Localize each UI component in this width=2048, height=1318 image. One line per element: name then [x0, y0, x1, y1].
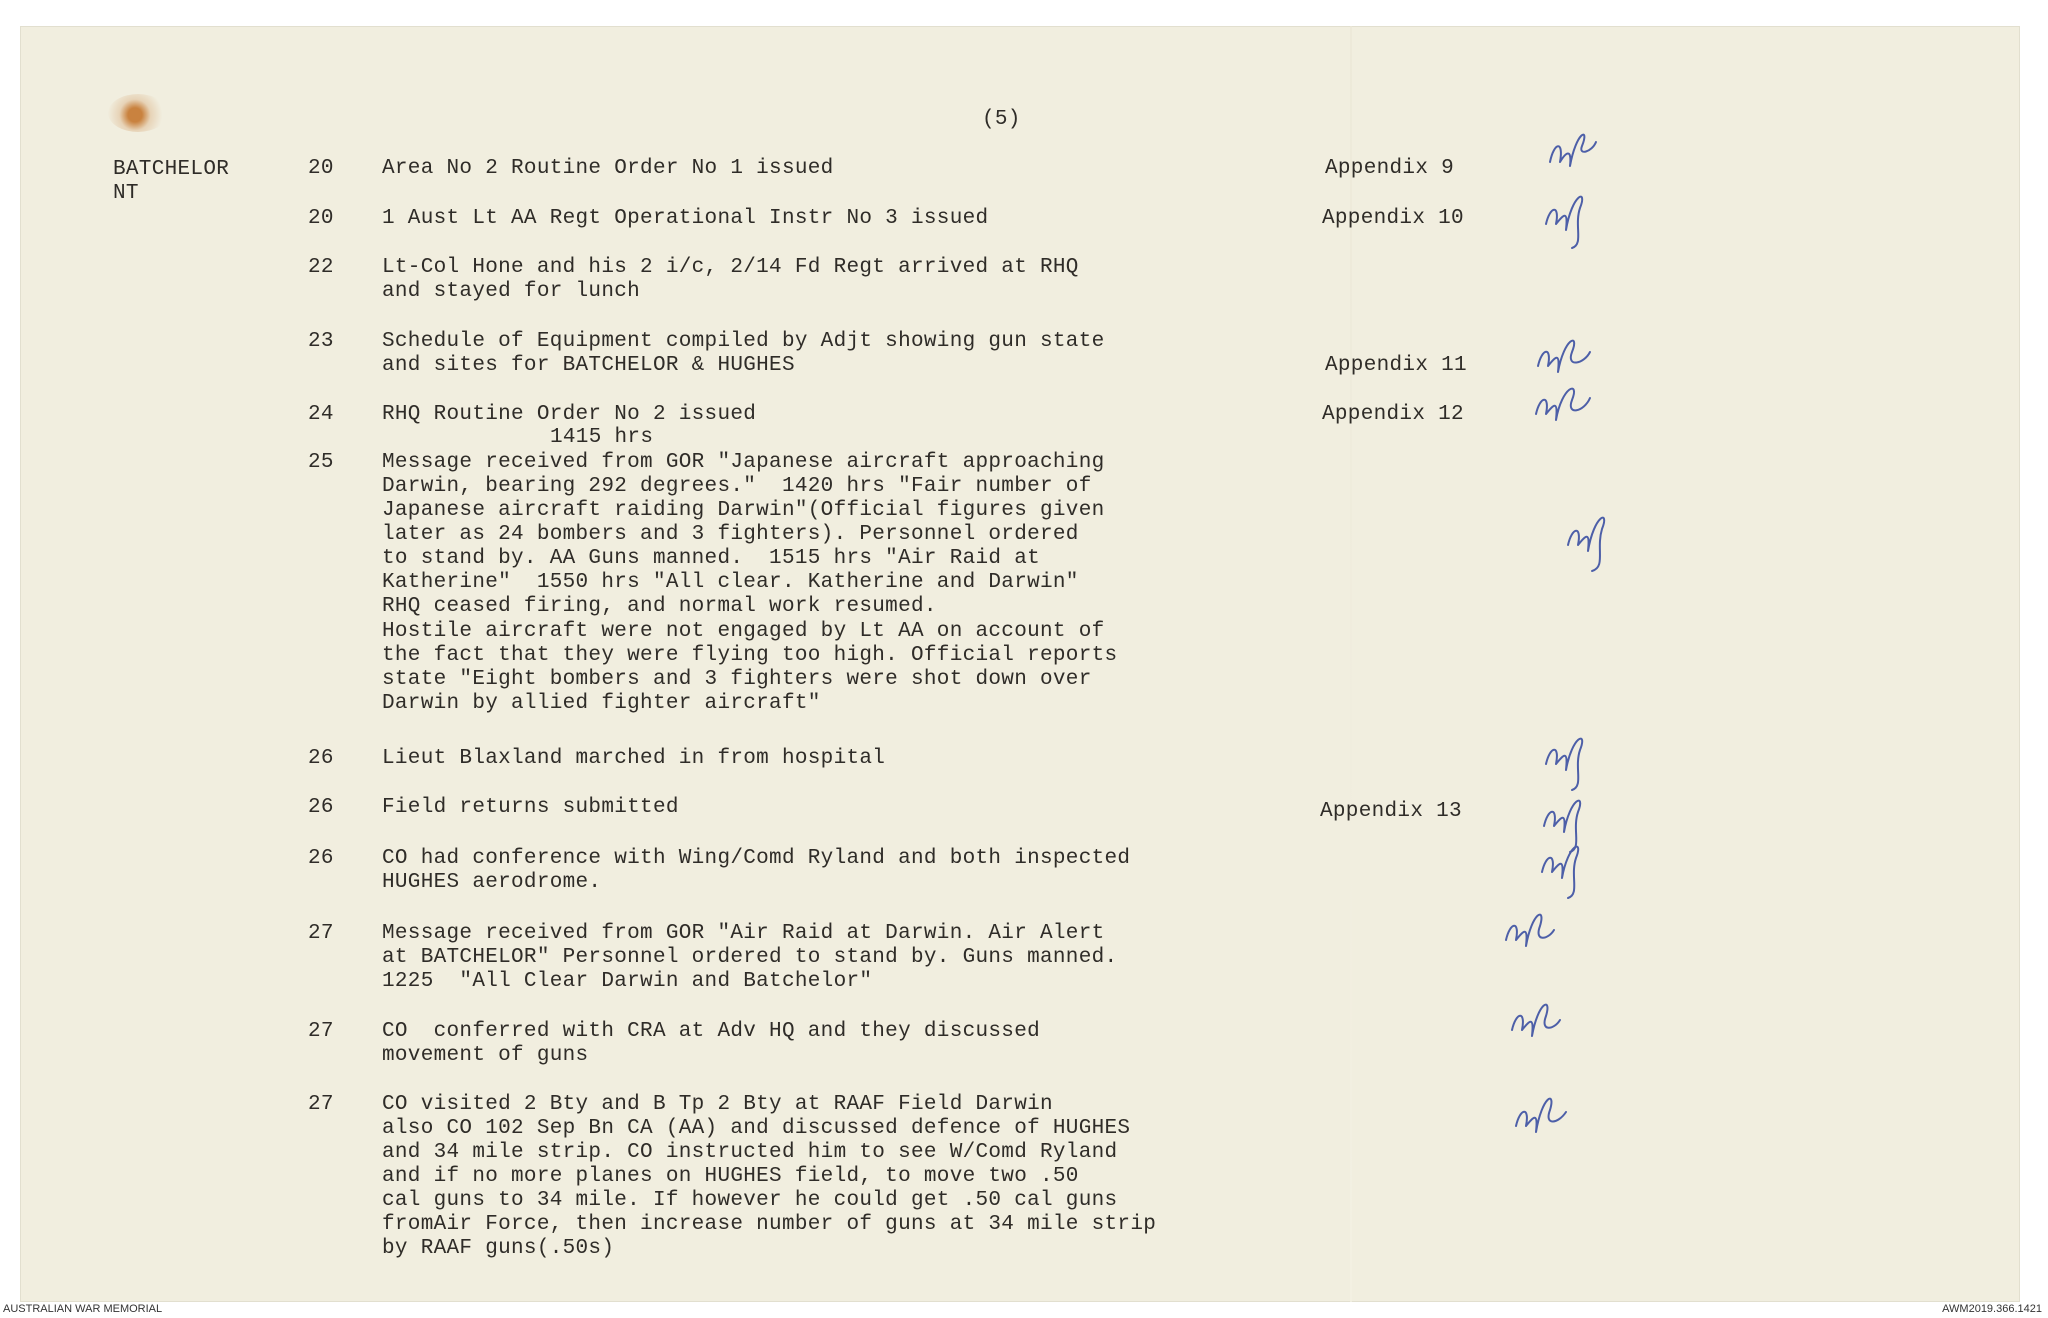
footer-accession: AWM2019.366.1421: [1942, 1303, 2042, 1315]
entry-day: 24: [308, 403, 334, 426]
place-line-1: BATCHELOR: [113, 158, 230, 181]
handwritten-initials: [1538, 728, 1608, 788]
entry-day: 25: [308, 451, 334, 474]
entry-day: 26: [308, 847, 334, 870]
entry-text: movement of guns: [382, 1044, 589, 1067]
entry-day: 27: [308, 1020, 334, 1043]
entry-text: also CO 102 Sep Bn CA (AA) and discussed defence of HUGHES: [382, 1117, 1131, 1140]
entry-text: RHQ Routine Order No 2 issued: [382, 403, 757, 426]
entry-text: Darwin, bearing 292 degrees." 1420 hrs "Fair number of: [382, 475, 1092, 498]
entry-text: Darwin by allied fighter aircraft": [382, 692, 821, 715]
entry-text: Lieut Blaxland marched in from hospital: [382, 747, 886, 770]
entry-text: and 34 mile strip. CO instructed him to see W/Comd Ryland: [382, 1141, 1118, 1164]
entry-text: Hostile aircraft were not engaged by Lt AA on account of: [382, 620, 1105, 643]
entry-appendix: Appendix 12: [1322, 403, 1464, 426]
entry-text: by RAAF guns(.50s): [382, 1237, 615, 1260]
entry-day: 22: [308, 256, 334, 279]
entry-text: and sites for BATCHELOR & HUGHES: [382, 354, 795, 377]
footer-source: AUSTRALIAN WAR MEMORIAL: [3, 1303, 163, 1315]
entry-text: CO conferred with CRA at Adv HQ and they discussed: [382, 1020, 1041, 1043]
rust-stain: [108, 94, 168, 132]
entry-day: 23: [308, 330, 334, 353]
entry-text: state "Eight bombers and 3 fighters were shot down over: [382, 668, 1092, 691]
entry-day: 27: [308, 922, 334, 945]
entry-text: CO visited 2 Bty and B Tp 2 Bty at RAAF Field Darwin: [382, 1093, 1053, 1116]
entry-day: 26: [308, 747, 334, 770]
entry-day: 20: [308, 157, 334, 180]
handwritten-initials: [1538, 186, 1608, 246]
handwritten-initials: [1560, 505, 1630, 565]
handwritten-initials: [1534, 836, 1604, 896]
entry-text: RHQ ceased firing, and normal work resumed.: [382, 595, 937, 618]
entry-text: CO had conference with Wing/Comd Ryland and both inspected: [382, 847, 1131, 870]
entry-text: 1225 "All Clear Darwin and Batchelor": [382, 970, 873, 993]
entry-appendix: Appendix 13: [1320, 800, 1462, 823]
handwritten-initials: [1504, 990, 1574, 1050]
entry-text: and if no more planes on HUGHES field, to move two .50: [382, 1165, 1079, 1188]
entry-appendix: Appendix 9: [1325, 157, 1455, 180]
entry-day: 20: [308, 207, 334, 230]
entry-text: Message received from GOR "Air Raid at Darwin. Air Alert: [382, 922, 1105, 945]
entry-text: to stand by. AA Guns manned. 1515 hrs "Air Raid at: [382, 547, 1041, 570]
entry-text: Schedule of Equipment compiled by Adjt showing gun state: [382, 330, 1105, 353]
place-line-2: NT: [113, 182, 139, 205]
entry-text: the fact that they were flying too high. Official reports: [382, 644, 1118, 667]
entry-day: 27: [308, 1093, 334, 1116]
entry-appendix: Appendix 11: [1325, 354, 1467, 377]
entry-text: Field returns submitted: [382, 796, 679, 819]
handwritten-initials: [1528, 378, 1598, 438]
entry-text: Katherine" 1550 hrs "All clear. Katherine and Darwin": [382, 571, 1079, 594]
entry-text: Message received from GOR "Japanese aircraft approaching: [382, 451, 1105, 474]
entry-appendix: Appendix 10: [1322, 207, 1464, 230]
inserted-time: 1415 hrs: [550, 426, 654, 449]
handwritten-initials: [1498, 900, 1568, 960]
handwritten-initials: [1508, 1082, 1578, 1142]
entry-day: 26: [308, 796, 334, 819]
entry-text: and stayed for lunch: [382, 280, 641, 303]
entry-text: cal guns to 34 mile. If however he could get .50 cal guns: [382, 1189, 1118, 1212]
entry-text: Japanese aircraft raiding Darwin"(Official figures given: [382, 499, 1105, 522]
entry-text: 1 Aust Lt AA Regt Operational Instr No 3 issued: [382, 207, 989, 230]
entry-text: HUGHES aerodrome.: [382, 871, 602, 894]
page-number: (5): [982, 108, 1021, 131]
handwritten-initials: [1540, 122, 1610, 182]
entry-text: Lt-Col Hone and his 2 i/c, 2/14 Fd Regt arrived at RHQ: [382, 256, 1079, 279]
entry-text: fromAir Force, then increase number of guns at 34 mile strip: [382, 1213, 1157, 1236]
entry-text: at BATCHELOR" Personnel ordered to stand by. Guns manned.: [382, 946, 1118, 969]
entry-text: later as 24 bombers and 3 fighters). Personnel ordered: [382, 523, 1079, 546]
entry-text: Area No 2 Routine Order No 1 issued: [382, 157, 834, 180]
